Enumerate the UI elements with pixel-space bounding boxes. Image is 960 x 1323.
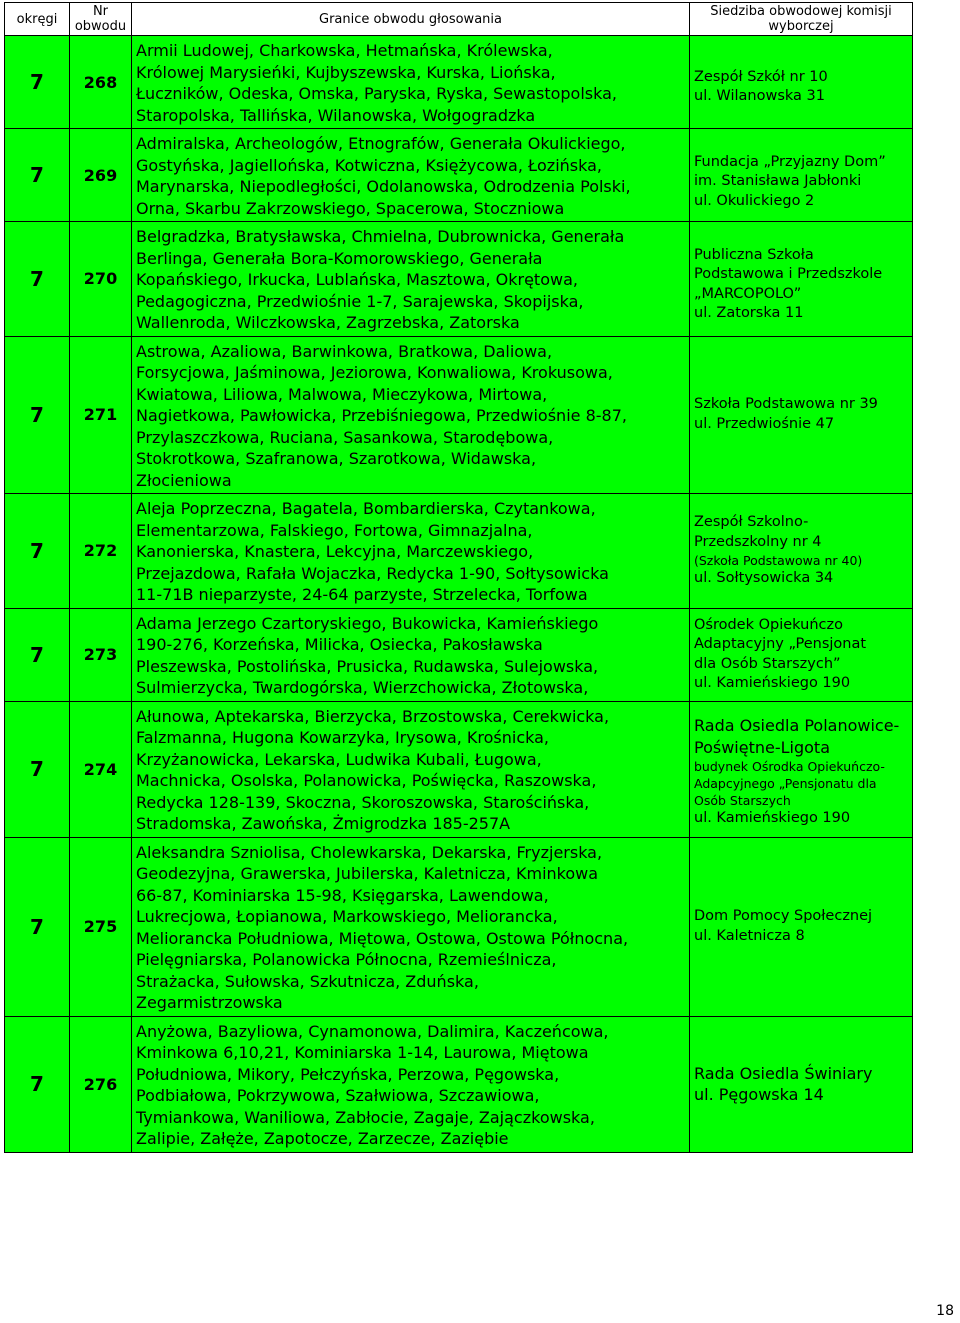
- okreg-cell: 7: [5, 837, 70, 1016]
- table-row: [5, 129, 913, 222]
- granice-cell: Astrowa, Azaliowa, Barwinkowa, Bratkowa, Daliowa, Forsycjowa, Jaśminowa, Jeziorowa, Konwaliowa, Krokusowa, Kwiatowa, Liliowa, Malwowa, Mieczykowa, Mirtowa, Nagietkowa, Pawłowicka, Przebiśniegowa, Przedwiośnie 8-87, Przylaszczkowa, Ruciana, Sasankowa, Starodębowa, Stokrotkowa, Szafranowa, Szarotkowa, Widawska, Złocieniowa: [132, 336, 690, 494]
- header-nr: [70, 3, 132, 36]
- nr-obwodu-cell: 272: [70, 494, 132, 609]
- okreg-cell: 7: [5, 336, 70, 494]
- okreg-cell: 7: [5, 701, 70, 837]
- siedziba-cell: [690, 701, 913, 837]
- granice-cell: Admiralska, Archeologów, Etnografów, Generała Okulickiego, Gostyńska, Jagiellońska, Kotwiczna, Księżycowa, Łozińska, Marynarska, Niepodległości, Odolanowska, Odrodzenia Polski, Orna, Skarbu Zakrzowskiego, Spacerowa, Stoczniowa: [132, 129, 690, 222]
- siedziba-cell: [690, 1016, 913, 1152]
- siedziba-line: ul. Przedwiośnie 47: [694, 415, 835, 432]
- siedziba-line: Rada Osiedla Polanowice-: [694, 716, 900, 736]
- nr-obwodu-cell: 273: [70, 608, 132, 701]
- siedziba-cell: [690, 336, 913, 494]
- okreg-cell: 7: [5, 1016, 70, 1152]
- siedziba-cell: [690, 837, 913, 1016]
- table-row: [5, 701, 913, 837]
- nr-obwodu-cell: 276: [70, 1016, 132, 1152]
- siedziba-line: Zespół Szkół nr 10: [694, 68, 828, 85]
- table-row: [5, 837, 913, 1016]
- table-row: [5, 36, 913, 129]
- okreg-cell: 7: [5, 494, 70, 609]
- table-row: [5, 222, 913, 337]
- okreg-cell: 7: [5, 608, 70, 701]
- siedziba-line: ul. Wilanowska 31: [694, 88, 825, 104]
- siedziba-line: ul. Zatorska 11: [694, 305, 804, 322]
- siedziba-line: ul. Kaletnicza 8: [694, 927, 805, 944]
- granice-cell: Aleja Poprzeczna, Bagatela, Bombardierska, Czytankowa, Elementarzowa, Falskiego, Fortowa, Gimnazjalna, Kanonierska, Knastera, Lekcyjna, Marczewskiego, Przejazdowa, Rafała Wojaczka, Redycka 1-90, Sołtysowicka 11-71B nieparzyste, 24-64 parzyste, Strzelecka, Torfowa: [132, 494, 690, 609]
- header-okreg: [5, 3, 70, 36]
- siedziba-line: Adapcyjnego „Pensjonatu dla: [694, 776, 877, 792]
- siedziba-line: ul. Kamieńskiego 190: [694, 810, 851, 827]
- siedziba-line: Fundacja „Przyjazny Dom”: [694, 153, 886, 170]
- granice-cell: Belgradzka, Bratysławska, Chmielna, Dubrownicka, Generała Berlinga, Generała Bora-Komorowskiego, Generała Kopańskiego, Irkucka, Lublańska, Masztowa, Okrętowa, Pedagogiczna, Przedwiośnie 1-7, Sarajewska, Skopijska, Wallenroda, Wilczkowska, Zagrzebska, Zatorska: [132, 222, 690, 337]
- table-row: [5, 336, 913, 494]
- granice-cell: Adama Jerzego Czartoryskiego, Bukowicka, Kamieńskiego 190-276, Korzeńska, Milicka, Osiecka, Pakosławska Pleszewska, Postolińska, Prusicka, Rudawska, Sulejowska, Sulmierzycka, Twardogórska, Wierzchowicka, Złotowska,: [132, 608, 690, 701]
- header-siedziba-label: Siedziba obwodowej komisji wyborczej: [710, 4, 892, 34]
- siedziba-line: dla Osób Starszych”: [694, 655, 841, 672]
- districts-table: [4, 2, 913, 1153]
- nr-obwodu-cell: 274: [70, 701, 132, 837]
- granice-cell: Ałunowa, Aptekarska, Bierzycka, Brzostowska, Cerekwicka, Falzmanna, Hugona Kowarzyka, Irysowa, Krośnicka, Krzyżanowicka, Lekarska, Ludwika Kubali, Ługowa, Machnicka, Osolska, Polanowicka, Poświęcka, Raszowska, Redycka 128-139, Skoczna, Skoroszowska, Starościńska, Stradomska, Zawońska, Żmigrodzka 185-257A: [132, 701, 690, 837]
- nr-obwodu-cell: 271: [70, 336, 132, 494]
- siedziba-line: budynek Ośrodka Opiekuńczo-: [694, 759, 885, 775]
- header-okreg-label: okręgi: [16, 11, 58, 27]
- siedziba-line: Rada Osiedla Świniary: [694, 1063, 873, 1083]
- siedziba-line: im. Stanisława Jabłonki: [694, 173, 862, 190]
- siedziba-line: Adaptacyjny „Pensjonat: [694, 636, 867, 652]
- header-nr-label: Nr obwodu: [74, 4, 127, 34]
- okreg-cell: 7: [5, 36, 70, 129]
- siedziba-line: Podstawowa i Przedszkole: [694, 266, 883, 283]
- siedziba-line: Osób Starszych: [694, 793, 791, 809]
- granice-cell: Armii Ludowej, Charkowska, Hetmańska, Królewska, Królowej Marysieńki, Kujbyszewska, Kurska, Liońska, Łuczników, Odeska, Omska, Paryska, Ryska, Sewastopolska, Staropolska, Tallińska, Wilanowska, Wołgogradzka: [132, 36, 690, 129]
- siedziba-cell: [690, 129, 913, 222]
- siedziba-line: Ośrodek Opiekuńczo: [694, 616, 843, 633]
- okreg-cell: 7: [5, 129, 70, 222]
- okreg-cell: 7: [5, 222, 70, 337]
- nr-obwodu-cell: 269: [70, 129, 132, 222]
- siedziba-line: ul. Kamieńskiego 190: [694, 675, 851, 691]
- header-siedziba: [690, 3, 913, 36]
- page-number: 18: [936, 1303, 954, 1319]
- table-row: [5, 1016, 913, 1152]
- granice-cell: Aleksandra Szniolisa, Cholewkarska, Dekarska, Fryzjerska, Geodezyjna, Grawerska, Jubilerska, Kaletnicza, Kminkowa 66-87, Kominiarska 15-98, Księgarska, Lawendowa, Lukrecjowa, Łopianowa, Markowskiego, Meliorancka, Meliorancka Południowa, Miętowa, Ostowa, Ostowa Północna, Pielęgniarska, Polanowicka Północna, Rzemieślnicza, Strażacka, Sułowska, Szkutnicza, Zduńska, Zegarmistrzowska: [132, 837, 690, 1016]
- siedziba-line: (Szkoła Podstawowa nr 40): [694, 553, 863, 568]
- table-body: [5, 36, 913, 1153]
- siedziba-line: ul. Okulickiego 2: [694, 192, 815, 209]
- siedziba-line: Dom Pomocy Społecznej: [694, 908, 873, 924]
- siedziba-line: „MARCOPOLO”: [694, 285, 802, 302]
- siedziba-line: Publiczna Szkoła: [694, 246, 814, 263]
- siedziba-line: Szkoła Podstawowa nr 39: [694, 396, 878, 413]
- siedziba-line: ul. Sołtysowicka 34: [694, 570, 834, 586]
- granice-cell: Anyżowa, Bazyliowa, Cynamonowa, Dalimira, Kaczeńcowa, Kminkowa 6,10,21, Kominiarska 1-14, Laurowa, Miętowa Południowa, Mikory, Pełczyńska, Perzowa, Pęgowska, Podbiałowa, Pokrzywowa, Szałwiowa, Szczawiowa, Tymiankowa, Waniliowa, Zabłocie, Zagaje, Zajączkowska, Zalipie, Załęże, Zapotocze, Zarzecze, Zaziębie: [132, 1016, 690, 1152]
- header-row: [5, 3, 913, 36]
- table-row: [5, 608, 913, 701]
- header-granice: [132, 3, 690, 36]
- siedziba-cell: [690, 222, 913, 337]
- table-row: [5, 494, 913, 609]
- siedziba-line: Poświętne-Ligota: [694, 737, 830, 757]
- siedziba-line: ul. Pęgowska 14: [694, 1085, 824, 1104]
- nr-obwodu-cell: 268: [70, 36, 132, 129]
- siedziba-line: Zespół Szkolno-: [694, 514, 809, 530]
- nr-obwodu-cell: 270: [70, 222, 132, 337]
- header-granice-label: Granice obwodu głosowania: [319, 11, 502, 27]
- siedziba-line: Przedszkolny nr 4: [694, 533, 822, 550]
- nr-obwodu-cell: 275: [70, 837, 132, 1016]
- siedziba-cell: [690, 36, 913, 129]
- siedziba-cell: [690, 608, 913, 701]
- siedziba-cell: [690, 494, 913, 609]
